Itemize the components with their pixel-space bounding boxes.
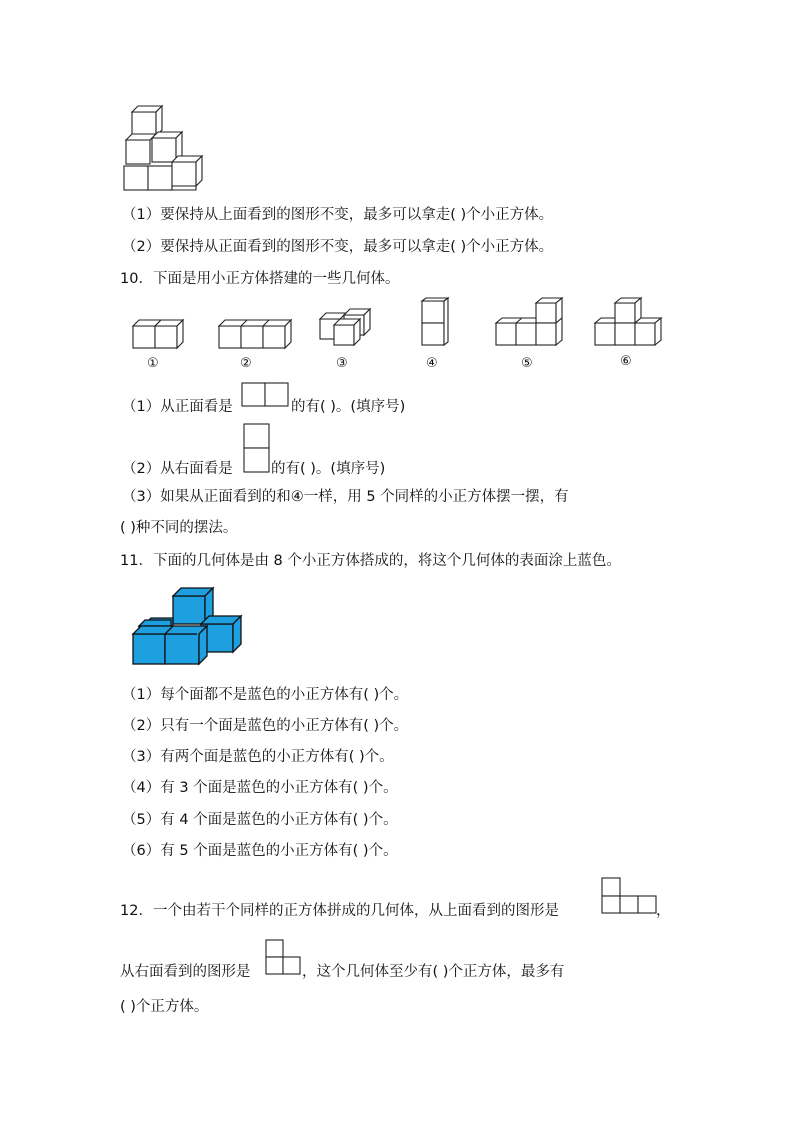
q10-shape-2 [217, 318, 293, 354]
q11-sub3: （3）有两个面是蓝色的小正方体有( )个。 [122, 749, 394, 765]
q10-stem: 10．下面是用小正方体搭建的一些几何体。 [120, 271, 400, 287]
q12-line1-comma: ， [656, 903, 671, 919]
q10-sub3-line2: ( )种不同的摆法。 [120, 520, 238, 536]
q10-sub2-suffix: 的有( )。(填序号) [271, 461, 386, 477]
q10-label-1: ① [147, 356, 159, 371]
q12-line2-prefix: 从右面看到的图形是 [120, 964, 251, 980]
q10-shape-3 [318, 307, 378, 351]
q10-label-5: ⑤ [521, 356, 533, 371]
q12-right-view-icon [265, 939, 303, 975]
q9-sub2: （2）要保持从正面看到的图形不变，最多可以拿走( )个小正方体。 [122, 239, 554, 255]
q9-cube-drawing [122, 104, 214, 192]
q10-sub2-prefix: （2）从右面看是 [122, 461, 233, 477]
q10-label-2: ② [240, 356, 252, 371]
q10-front-view-icon [241, 382, 289, 408]
q11-sub2: （2）只有一个面是蓝色的小正方体有( )个。 [122, 718, 409, 734]
q10-sub3-line1: （3）如果从正面看到的和④一样，用 5 个同样的小正方体摆一摆，有 [122, 489, 569, 505]
q9-sub1: （1）要保持从上面看到的图形不变，最多可以拿走( )个小正方体。 [122, 207, 554, 223]
q12-line3: ( )个正方体。 [120, 999, 209, 1015]
q10-sub1-suffix: 的有( )。(填序号) [291, 399, 406, 415]
q10-sub1-prefix: （1）从正面看是 [122, 399, 233, 415]
q10-shape-4 [420, 297, 450, 351]
q9-cube-figure [122, 104, 214, 192]
q10-shape-1 [131, 316, 191, 356]
q12-line1: 12．一个由若干个同样的正方体拼成的几何体，从上面看到的图形是 [120, 903, 559, 919]
q11-stem: 11．下面的几何体是由 8 个小正方体搭成的，将这个几何体的表面涂上蓝色。 [120, 553, 621, 569]
q10-label-4: ④ [426, 356, 438, 371]
q10-shape-5 [494, 297, 566, 349]
q12-line2-suffix: ，这个几何体至少有( )个正方体，最多有 [302, 964, 565, 980]
q11-sub6: （6）有 5 个面是蓝色的小正方体有( )个。 [122, 843, 398, 859]
q10-shape-6 [593, 297, 665, 349]
q10-right-view-icon [243, 423, 271, 473]
q10-label-6: ⑥ [620, 354, 632, 369]
q11-sub1: （1）每个面都不是蓝色的小正方体有( )个。 [122, 687, 409, 703]
q11-sub4: （4）有 3 个面是蓝色的小正方体有( )个。 [122, 780, 398, 796]
q10-label-3: ③ [336, 356, 348, 371]
q11-blue-cube-figure [131, 586, 243, 668]
q12-top-view-icon [601, 877, 657, 915]
q11-sub5: （5）有 4 个面是蓝色的小正方体有( )个。 [122, 812, 398, 828]
